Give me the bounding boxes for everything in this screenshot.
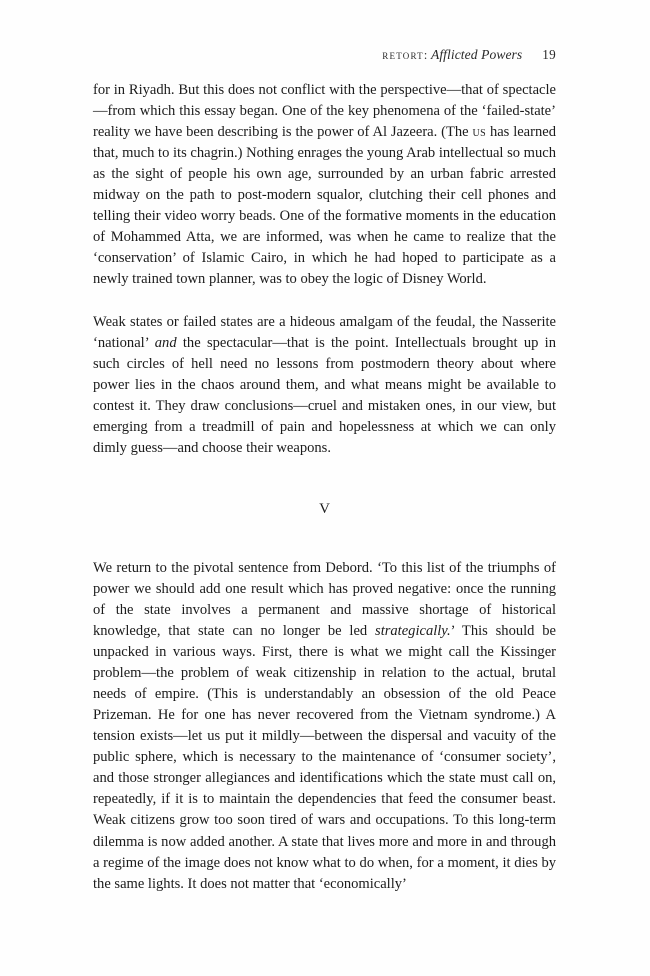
- running-head-title: Afflicted Powers: [430, 47, 523, 62]
- paragraph-3-text-b: ’ This should be unpacked in various ways. First, there is what we might call the Kissinger problem—the problem of weak citizenship in relation to the actual, brutal needs of empire. (This is understandably an obsession of the old Peace Prizeman. He for one has never recovered from the Vietnam syndrome.) A tension exists—let us put it mildly—between the dispersal and vacuity of the public sphere, which is necessary to the maintenance of ‘consumer society’, and those stronger allegiances and identifications which the state must call on, repeatedly, if it is to maintain the dependencies that feed the consumer beast. Weak citizens grow too soon tired of wars and occupations. To this long-term dilemma is now added another. A state that lives more and more in and through a regime of the image does not know what to do when, for a moment, it dies by the same lights. It does not matter that ‘economically’: [93, 623, 556, 892]
- paragraph-1-text-b: has learned that, much to its chagrin.) Nothing enrages the young Arab intellectual so much as the sight of people his own age, surrounded by an urban fabric arrested midway on the path to post-modern squalor, clutching their cell phones and telling their video worry beads. One of the formative moments in the education of Mohammed Atta, we are informed, was when he came to realize that the ‘conservation’ of Islamic Cairo, in which he had hoped to participate as a newly trained town planner, was to obey the logic of Disney World.: [93, 124, 556, 288]
- paragraph-2-text-b: the spectacular—that is the point. Intellectuals brought up in such circles of hell need no lessons from postmodern theory about where power lies in the chaos around them, and what means might be available to contest it. They draw conclusions—cruel and mistaken ones, in our view, but emerging from a treadmill of pain and hopelessness at which we can only dimly guess—and choose their weapons.: [93, 334, 556, 456]
- paragraph-1-smallcaps-us: us: [472, 124, 487, 141]
- paragraph-1: [93, 80, 556, 290]
- paragraph-3: [93, 558, 556, 895]
- running-head: [93, 47, 556, 63]
- paragraph-2-italic-and: and: [154, 334, 177, 351]
- paragraph-2-text-a: Weak states or failed states are a hideous amalgam of the feudal, the Nasserite ‘national’: [93, 313, 556, 351]
- paragraph-3-text-a: We return to the pivotal sentence from Debord. ‘To this list of the triumphs of power we should add one result which has proved negative: once the running of the state involves a permanent and massive shortage of historical knowledge, that state can no longer be led: [93, 559, 556, 640]
- section-marker: V: [319, 500, 330, 517]
- paragraph-1-text-a: for in Riyadh. But this does not conflict with the perspective—that of spectacle—from which this essay began. One of the key phenomena of the ‘failed-state’ reality we have been describing is the power of Al Jazeera. (The: [93, 82, 556, 141]
- text-block: [93, 80, 556, 895]
- running-head-author: retort: [382, 47, 424, 62]
- page-number: 19: [542, 47, 556, 62]
- paragraph-2: [93, 312, 556, 459]
- running-head-separator: :: [423, 48, 428, 62]
- paragraph-3-italic-strategically: strategically.: [375, 623, 451, 640]
